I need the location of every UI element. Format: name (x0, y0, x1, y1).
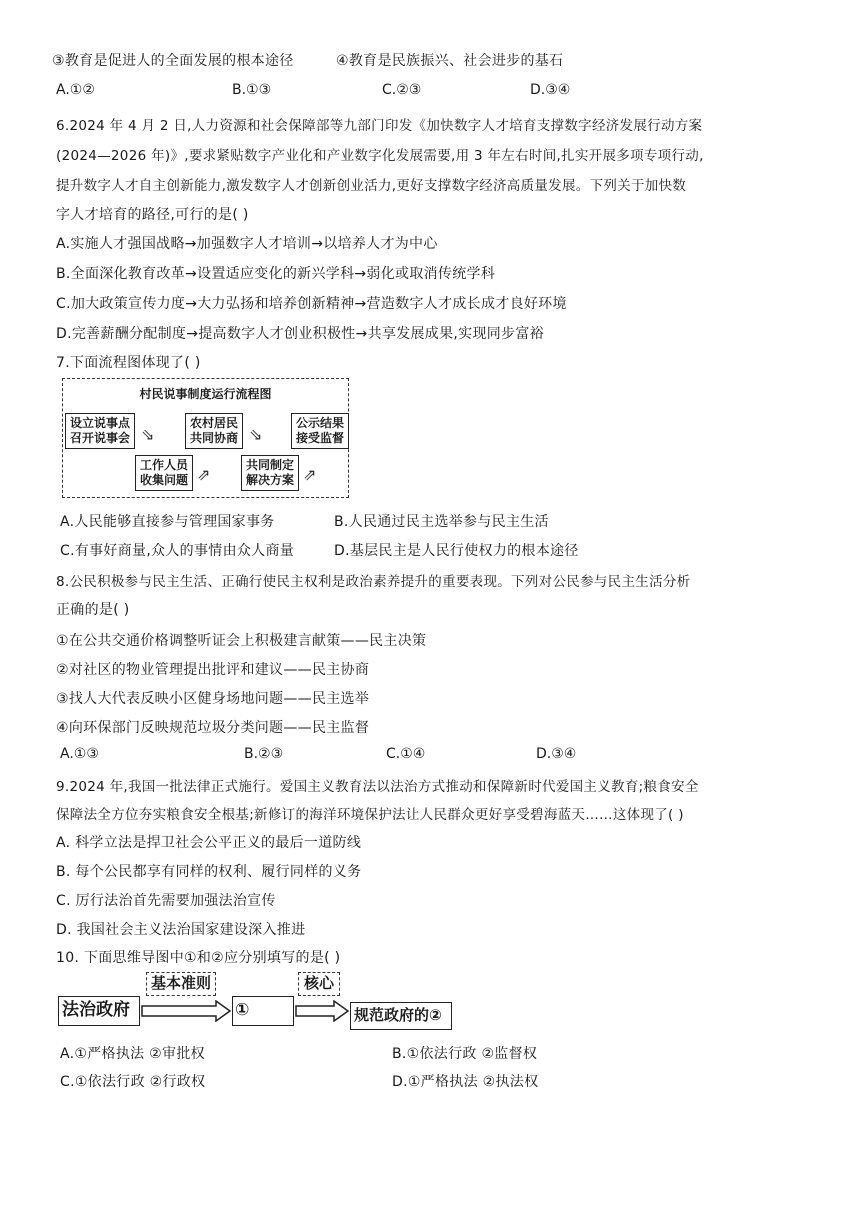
q8-item-2: ②对社区的物业管理提出批评和建议——民主协商 (56, 662, 370, 678)
flow-arrow-3: ⇗ (197, 465, 211, 484)
flowchart (62, 378, 349, 498)
q7-option-b: B.人民通过民主选举参与民主生活 (334, 514, 549, 530)
flow-box-set-up: 设立说事点 召开说事会 (65, 413, 135, 449)
mindmap-left-box: 法治政府 (58, 996, 140, 1026)
q10-option-a: A.①严格执法 ②审批权 (60, 1046, 205, 1062)
q6-stem-line-2: (2024—2026 年)》,要求紧贴数字产业化和产业数字化发展需要,用 3 年左右时间,扎实开展多项专项行动, (56, 148, 704, 164)
mindmap-right-box: 规范政府的② (350, 1002, 452, 1030)
q8-item-4: ④向环保部门反映规范垃圾分类问题——民主监督 (56, 720, 370, 736)
q5-option-d: D.③④ (530, 82, 571, 98)
mindmap-arrow-2 (294, 1000, 350, 1022)
q6-option-a: A.实施人才强国战略→加强数字人才培训→以培养人才为中心 (56, 236, 438, 252)
flow-arrow-4: ⇗ (303, 465, 317, 484)
flow-box-publicize: 公示结果 接受监督 (291, 413, 349, 449)
mindmap-middle-box: ① (232, 996, 294, 1026)
q9-option-b: B. 每个公民都享有同样的权利、履行同样的义务 (56, 864, 362, 880)
q8-option-b: B.②③ (244, 746, 284, 762)
q6-stem-line-3: 提升数字人才自主创新能力,激发数字人才创新创业活力,更好支撑数字经济高质量发展。下列关于加快数 (56, 178, 687, 194)
q6-option-c: C.加大政策宣传力度→大力弘扬和培养创新精神→营造数字人才成长成才良好环境 (56, 296, 567, 312)
q9-option-a: A. 科学立法是捍卫社会公平正义的最后一道防线 (56, 835, 362, 851)
flow-box-collect: 工作人员 收集问题 (135, 455, 193, 491)
q9-option-d: D. 我国社会主义法治国家建设深入推进 (56, 922, 306, 938)
q8-item-1: ①在公共交通价格调整听证会上积极建言献策——民主决策 (56, 633, 427, 649)
q6-stem-line-4: 字人才培育的路径,可行的是( ) (56, 207, 249, 223)
statement-3: ③教育是促进人的全面发展的根本途径 (52, 53, 294, 69)
q7-option-c: C.有事好商量,众人的事情由众人商量 (60, 543, 295, 559)
mindmap-label-2: 核心 (298, 972, 340, 996)
q10-option-c: C.①依法行政 ②行政权 (60, 1074, 206, 1090)
q9-stem-line-2: 保障法全方位夯实粮食安全根基;新修订的海洋环境保护法让人民群众更好享受碧海蓝天……这体现了( ) (56, 807, 684, 823)
flowchart-title: 村民说事制度运行流程图 (139, 387, 272, 401)
q8-option-d: D.③④ (536, 746, 577, 762)
q7-stem: 7.下面流程图体现了( ) (56, 355, 201, 371)
flow-arrow-1: ⇘ (141, 425, 155, 444)
flow-box-negotiate: 农村居民 共同协商 (185, 413, 243, 449)
q10-stem: 10. 下面思维导图中①和②应分别填写的是( ) (56, 950, 341, 966)
statement-4: ④教育是民族振兴、社会进步的基石 (336, 53, 564, 69)
q8-option-a: A.①③ (60, 746, 99, 762)
mindmap-arrow-1 (140, 1000, 232, 1022)
q8-item-3: ③找人大代表反映小区健身场地问题——民主选举 (56, 691, 370, 707)
mindmap-label-1: 基本准则 (146, 972, 216, 996)
q9-option-c: C. 厉行法治首先需要加强法治宣传 (56, 893, 276, 909)
q5-option-a: A.①② (56, 82, 95, 98)
q8-option-c: C.①④ (386, 746, 426, 762)
q6-option-d: D.完善薪酬分配制度→提高数字人才创业积极性→共享发展成果,实现同步富裕 (56, 326, 544, 342)
q5-option-b: B.①③ (232, 82, 272, 98)
q6-option-b: B.全面深化教育改革→设置适应变化的新兴学科→弱化或取消传统学科 (56, 266, 496, 282)
q8-stem-line-2: 正确的是( ) (56, 602, 130, 618)
q7-option-a: A.人民能够直接参与管理国家事务 (60, 514, 275, 530)
q10-option-b: B.①依法行政 ②监督权 (392, 1046, 538, 1062)
q7-option-d: D.基层民主是人民行使权力的根本途径 (334, 543, 579, 559)
flow-arrow-2: ⇘ (249, 425, 263, 444)
q5-option-c: C.②③ (382, 82, 422, 98)
flow-box-solution: 共同制定 解决方案 (241, 455, 299, 491)
q8-stem-line-1: 8.公民积极参与民主生活、正确行使民主权利是政治素养提升的重要表现。下列对公民参与民主生活分析 (56, 574, 691, 590)
q6-stem-line-1: 6.2024 年 4 月 2 日,人力资源和社会保障部等九部门印发《加快数字人才培育支撑数字经济发展行动方案 (56, 118, 703, 134)
q9-stem-line-1: 9.2024 年,我国一批法律正式施行。爱国主义教育法以法治方式推动和保障新时代爱国主义教育;粮食安全 (56, 779, 699, 795)
q10-option-d: D.①严格执法 ②执法权 (392, 1074, 539, 1090)
